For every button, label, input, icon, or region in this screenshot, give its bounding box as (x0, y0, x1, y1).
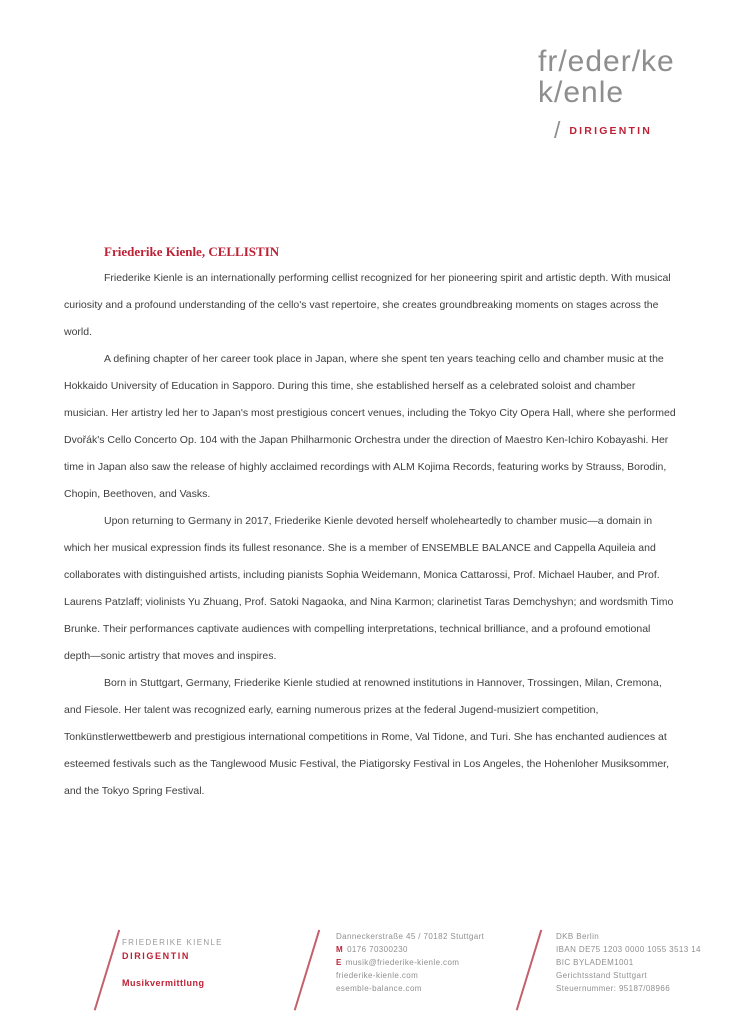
footer-address: Danneckerstraße 45 / 70182 Stuttgart (336, 932, 485, 941)
footer-bank: DKB Berlin (556, 932, 600, 941)
logo-subtitle-row (554, 117, 675, 144)
footer-website-1: friederike-kienle.com (336, 971, 419, 980)
footer-mobile: 0176 70300230 (347, 945, 408, 954)
divider-slash-icon (94, 930, 120, 1011)
footer-tagline: Musikvermittlung (122, 978, 205, 988)
footer-email: musik@friederike-kienle.com (345, 958, 460, 967)
footer-tax-number: Steuernummer: 95187/08966 (556, 984, 671, 993)
footer-identity (122, 938, 223, 988)
divider-slash-icon (294, 930, 320, 1011)
bio-paragraph-1: Friederike Kienle is an internationally performing cellist recognized for her pioneering spirit and artistic depth. With musical curiosity and a profound understanding of the cello's vast repertoire, she creates groundbreaking moments on stages across the world. (64, 272, 671, 338)
mobile-label: M (336, 945, 344, 954)
footer-website-2: esemble-balance.com (336, 984, 422, 993)
logo (538, 46, 675, 144)
logo-wordmark-line1: fr/eder/ke (538, 45, 675, 78)
footer-court: Gerichtsstand Stuttgart (556, 971, 648, 980)
biography-text (64, 238, 678, 805)
logo-subtitle: DIRIGENTIN (569, 124, 653, 137)
footer-role: DIRIGENTIN (122, 951, 191, 961)
footer-bic: BIC BYLADEM1001 (556, 958, 634, 967)
logo-wordmark (538, 46, 675, 108)
footer-legal (556, 930, 701, 995)
bio-paragraph-4: Born in Stuttgart, Germany, Friederike Kienle studied at renowned institutions in Hannover, Trossingen, Milan, Cremona, and Fiesole. Her talent was recognized early, earning numerous prizes at the federal Jugend-musiziert competition, Tonkünstlerwettbewerb and prestigious international competitions in Rome, Val Tidone, and Turi. She has enchanted audiences at esteemed festivals such as the Tanglewood Music Festival, the Piatigorsky Festival in Los Angeles, the Hohenloher Musiksommer, and the Tokyo Spring Festival. (64, 677, 670, 797)
footer-name: FRIEDERIKE KIENLE (122, 938, 223, 947)
divider-slash-icon (516, 930, 542, 1011)
email-label: E (336, 958, 342, 967)
slash-icon: / (554, 117, 561, 143)
footer-contact (336, 930, 484, 995)
logo-wordmark-line2: k/enle (538, 76, 625, 109)
footer-email-row (336, 956, 484, 969)
bio-paragraph-3: Upon returning to Germany in 2017, Friederike Kienle devoted herself wholeheartedly to chamber music—a domain in which her musical expression finds its fullest resonance. She is a member of ENSEMBLE BALANCE and Cappella Aquileia and collaborates with distinguished artists, including pianists Sophia Weidemann, Monica Cattarossi, Prof. Michael Hauber, and Prof. Laurens Patzlaff; violinists Yu Zhuang, Prof. Satoki Nagaoka, and Nina Karmon; clarinetist Taras Demchyshyn; and wordsmith Timo Brunke. Their performances captivate audiences with compelling interpretations, technical brilliance, and a profound emotional depth—sonic artistry that moves and inspires. (64, 515, 674, 662)
bio-paragraph-2: A defining chapter of her career took place in Japan, where she spent ten years teaching cello and chamber music at the Hokkaido University of Education in Sapporo. During this time, she established herself as a celebrated soloist and chamber musician. Her artistry led her to Japan's most prestigious concert venues, including the Tokyo City Opera Hall, where she performed Dvořák's Cello Concerto Op. 104 with the Japan Philharmonic Orchestra under the direction of Maestro Ken-Ichiro Kobayashi. Her time in Japan also saw the release of highly acclaimed recordings with ALM Kojima Records, featuring works by Strauss, Borodin, Chopin, Beethoven, and Vasks. (64, 353, 676, 500)
footer-iban: IBAN DE75 1203 0000 1055 3513 14 (556, 945, 701, 954)
page-title: Friederike Kienle, CELLISTIN (104, 244, 280, 259)
footer-mobile-row (336, 943, 484, 956)
